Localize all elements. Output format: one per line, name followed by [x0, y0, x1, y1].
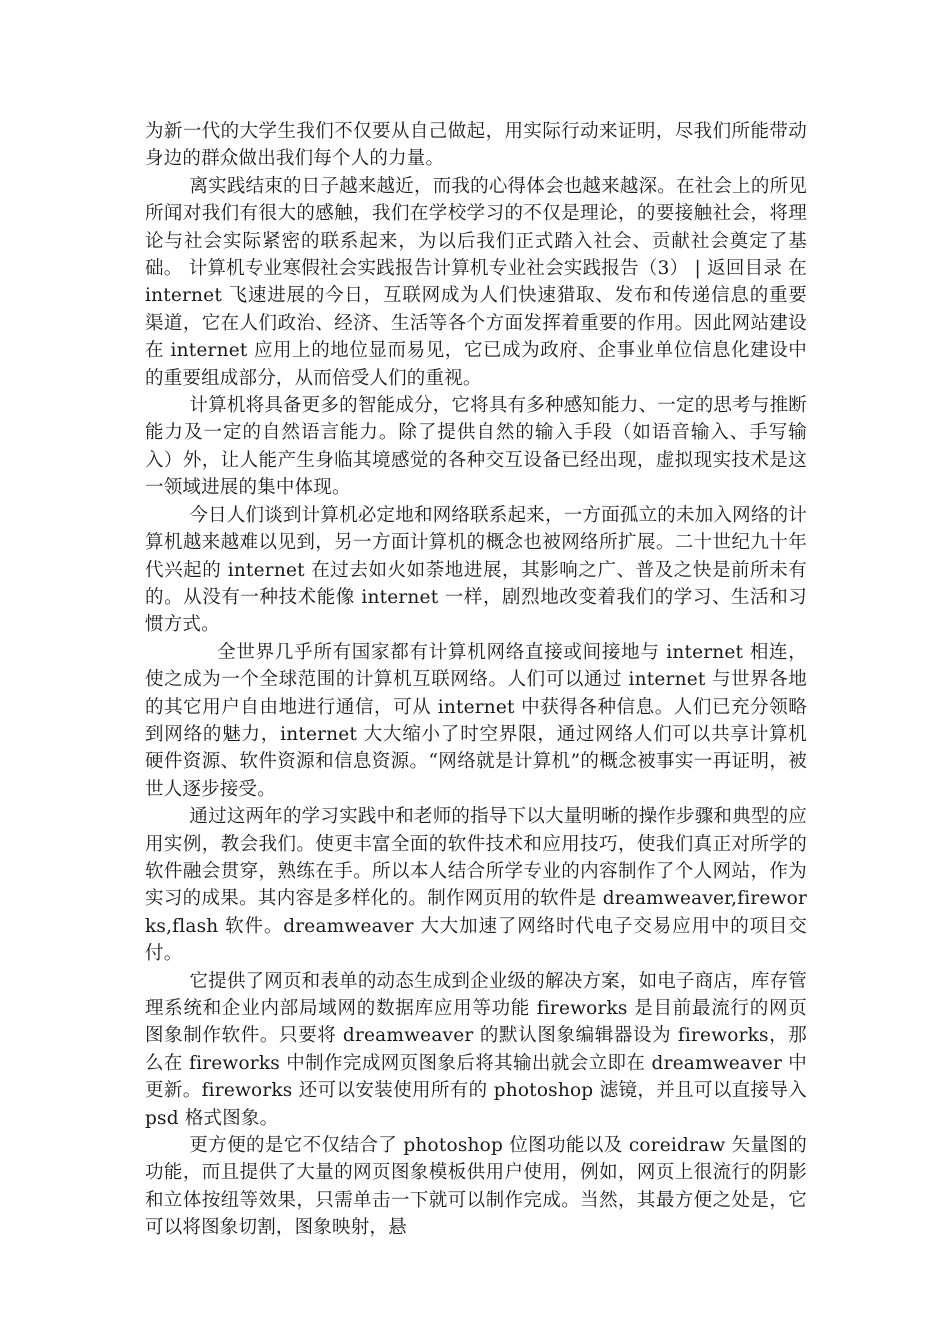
paragraph-3: 计算机将具备更多的智能成分，它将具有多种感知能力、一定的思考与推断能力及一定的自然语言能力。除了提供自然的输入手段（如语音输入、手写输入）外，让人能产生身临其境感觉的各种交互设备已经出现，虚拟现实技术是这一领域进展的集中体现。 — [145, 395, 807, 499]
paragraph-2: 离实践结束的日子越来越近，而我的心得体会也越来越深。在社会上的所见所闻对我们有很大的感触，我们在学校学习的不仅是理论，的要接触社会，将理论与社会实际紧密的联系起来，为以后我们正式踏入社会、贡献社会奠定了基础。 计算机专业寒假社会实践报告计算机专业社会实践报告（3） | 返回目录 在 internet 飞速进展的今日，互联网成为人们快速猎取、发布和传递信息的重要渠道，它在人们政治、经济、生活等各个方面发挥着重要的作用。因此网站建设在 internet 应用上的地位显而易见，它已成为政府、企事业单位信息化建设中的重要组成部分，从而倍受人们的重视。 — [145, 175, 807, 389]
paragraph-8: 更方便的是它不仅结合了 photoshop 位图功能以及 coreidraw 矢量图的功能，而且提供了大量的网页图象模板供用户使用，例如，网页上很流行的阴影和立体按纽等效果，只需单击一下就可以制作完成。当然，其最方便之处是，它可以将图象切割，图象映射，悬 — [145, 1135, 807, 1239]
paragraph-6: 通过这两年的学习实践中和老师的指导下以大量明晰的操作步骤和典型的应用实例，教会我们。使更丰富全面的软件技术和应用技巧，使我们真正对所学的软件融会贯穿，熟练在手。所以本人结合所学专业的内容制作了个人网站，作为实习的成果。其内容是多样化的。制作网页用的软件是 dreamweaver,fireworks,flash 软件。dreamweaver 大大加速了网络时代电子交易应用中的项目交付。 — [145, 806, 807, 965]
paragraph-7: 它提供了网页和表单的动态生成到企业级的解决方案，如电子商店，库存管理系统和企业内部局域网的数据库应用等功能 fireworks 是目前最流行的网页图象制作软件。只要将 dreamweaver 的默认图象编辑器设为 fireworks，那么在 fireworks 中制作完成网页图象后将其输出就会立即在 dreamweaver 中更新。fireworks 还可以安装使用所有的 photoshop 滤镜，并且可以直接导入 psd 格式图象。 — [145, 970, 807, 1129]
document-body — [145, 118, 807, 1242]
paragraph-5: 全世界几乎所有国家都有计算机网络直接或间接地与 internet 相连，使之成为一个全球范围的计算机互联网络。人们可以通过 internet 与世界各地的其它用户自由地进行通信，可从 internet 中获得各种信息。人们已充分领略到网络的魅力，internet 大大缩小了时空界限，通过网络人们可以共享计算机硬件资源、软件资源和信息资源。“网络就是计算机”的概念被事实一再证明，被世人逐步接受。 — [145, 641, 807, 800]
paragraph-4: 今日人们谈到计算机必定地和网络联系起来，一方面孤立的未加入网络的计算机越来越难以见到，另一方面计算机的概念也被网络所扩展。二十世纪九十年代兴起的 internet 在过去如火如荼地进展，其影响之广、普及之快是前所未有的。从没有一种技术能像 internet 一样，剧烈地改变着我们的学习、生活和习惯方式。 — [145, 504, 807, 636]
paragraph-1: 为新一代的大学生我们不仅要从自己做起，用实际行动来证明，尽我们所能带动身边的群众做出我们每个人的力量。 — [145, 121, 807, 170]
